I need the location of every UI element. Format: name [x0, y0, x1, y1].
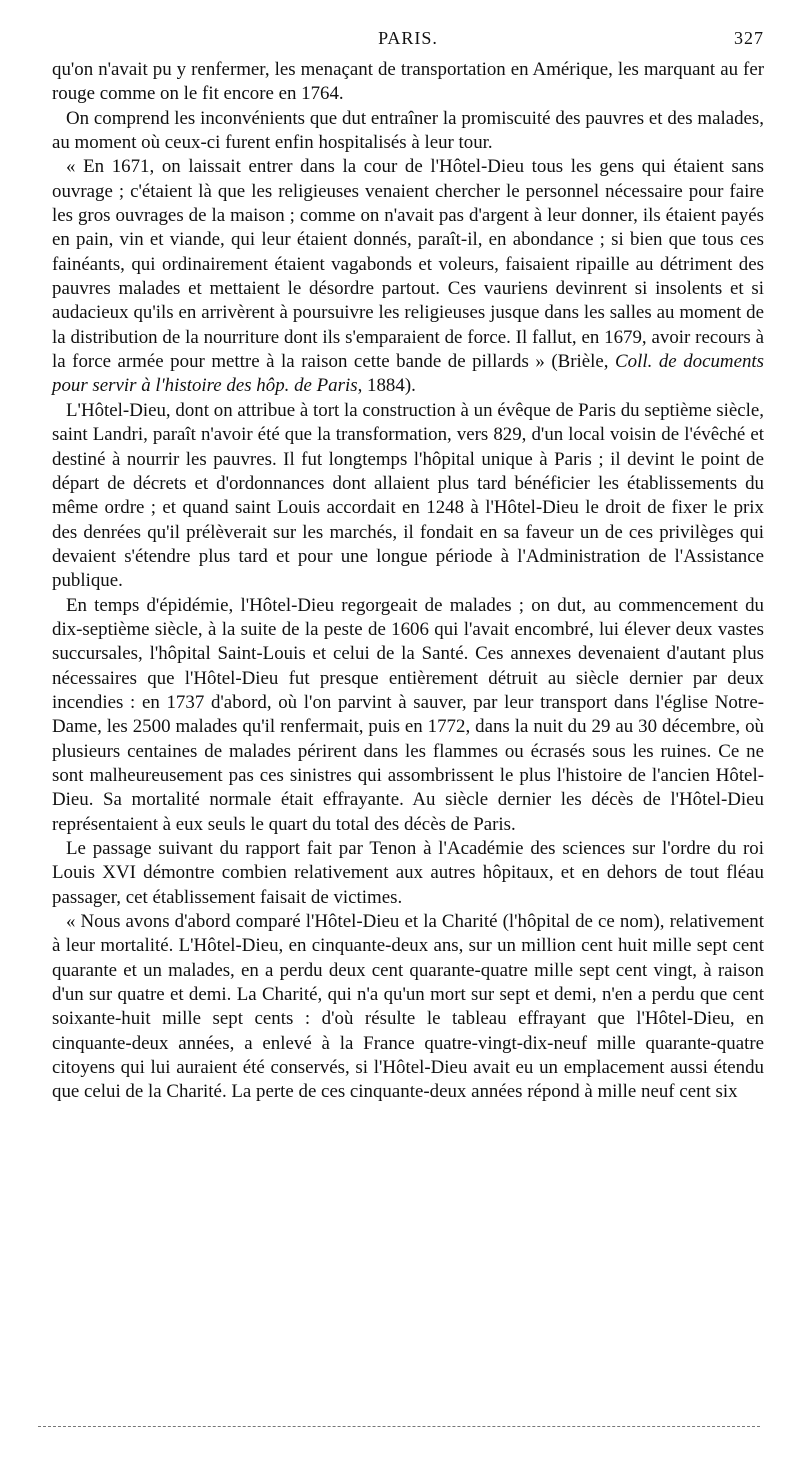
paragraph-6: Le passage suivant du rapport fait par Tenon à l'Académie des sciences sur l'ordre du roi Louis XVI démontre combien relativement aux autres hôpitaux, et en dehors de tout fléau passager, cet établissement faisait de victimes. [52, 838, 764, 908]
citation-year: , 1884). [357, 375, 416, 397]
paragraph-3 [52, 155, 764, 398]
body-text [52, 58, 764, 1105]
page-bottom-rule [38, 1426, 760, 1427]
paragraph-5: En temps d'épidémie, l'Hôtel-Dieu regorgeait de malades ; on dut, au commencement du dix-septième siècle, à la suite de la peste de 1606 qui l'avait encombré, lui élever deux vastes succursales, l'hôpital Saint-Louis et celui de la Santé. Ces annexes devenaient d'autant plus nécessaires que l'Hôtel-Dieu fut presque entièrement détruit au siècle dernier par deux incendies : en 1737 d'abord, où l'on parvint à sauver, par leur transport dans l'église Notre-Dame, les 2500 malades qu'il renfermait, puis en 1772, dans la nuit du 29 au 30 décembre, où plusieurs centaines de malades périrent dans les flammes ou écrasés sous les ruines. Ce ne sont malheureusement pas ces sinistres qui assombrissent le plus l'histoire de l'ancien Hôtel-Dieu. Sa mortalité normale était effrayante. Au siècle dernier les décès de l'Hôtel-Dieu représentaient à eux seuls le quart du total des décès de Paris. [52, 594, 764, 835]
paragraph-2: On comprend les inconvénients que dut entraîner la promiscuité des pauvres et des malades, au moment où ceux-ci furent enfin hospitalisés à leur tour. [52, 107, 764, 154]
paragraph-4: L'Hôtel-Dieu, dont on attribue à tort la construction à un évêque de Paris du septième siècle, saint Landri, paraît n'avoir été que la transformation, vers 829, d'un local voisin de l'évêché et destiné à nourrir les pauvres. Il fut longtemps l'hôpital unique à Paris ; il devint le point de départ de décrets et d'ordonnances dont allaient plus tard bénéficier les établissements du même ordre ; et quand saint Louis accordait en 1248 à l'Hôtel-Dieu le droit de fixer le prix des denrées qu'il prélèverait sur les marchés, il fondait en sa faveur un de ces privilèges qui devaient s'étendre plus tard et pour une longue période à l'Administration de l'Assistance publique. [52, 399, 764, 592]
citation-title: Coll. de documents pour servir à l'histoire des hôp. de Paris [52, 351, 764, 397]
page-number: 327 [734, 28, 764, 48]
running-title: PARIS. [378, 28, 438, 48]
quotation-text: « En 1671, on laissait entrer dans la cour de l'Hôtel-Dieu tous les gens qui étaient sans ouvrage ; c'étaient là que les religieuses venaient chercher le personnel nécessaire pour faire les gros ouvrages de la maison ; comme on n'avait pas d'argent à leur donner, ils étaient payés en pain, vin et viande, qui leur étaient donnés, paraît-il, en abondance ; si bien que tous ces fainéants, qui ordinairement étaient vagabonds et voleurs, faisaient ripaille au détriment des pauvres malades et mettaient le désordre partout. Ces vauriens devinrent si insolents et si audacieux qu'ils en arrivèrent à poursuivre les religieuses jusque dans les salles au moment de la distribution de la nourriture dont ils s'emparaient de force. Il fallut, en 1679, avoir recours à la force armée pour mettre à la raison cette bande de pillards » (Brièle, [52, 156, 764, 373]
running-head [52, 28, 764, 58]
paragraph-7: « Nous avons d'abord comparé l'Hôtel-Dieu et la Charité (l'hôpital de ce nom), relativement à leur mortalité. L'Hôtel-Dieu, en cinquante-deux ans, sur un million cent huit mille sept cent quarante et un malades, en a perdu deux cent quarante-quatre mille sept cent vingt, à raison d'un sur quatre et demi. La Charité, qui n'a qu'un mort sur sept et demi, n'en a perdu que cent soixante-huit mille sept cents : d'où résulte le tableau effrayant que l'Hôtel-Dieu, en cinquante-deux années, a enlevé à la France quatre-vingt-dix-neuf mille quarante-quatre citoyens qui lui auraient été conservés, si l'Hôtel-Dieu avait eu un emplacement aussi étendu que celui de la Charité. La perte de ces cinquante-deux années répond à mille neuf cent six [52, 911, 764, 1103]
paragraph-1: qu'on n'avait pu y renfermer, les menaçant de transportation en Amérique, les marquant au fer rouge comme on le fit encore en 1764. [52, 59, 764, 105]
book-page [52, 28, 764, 1105]
